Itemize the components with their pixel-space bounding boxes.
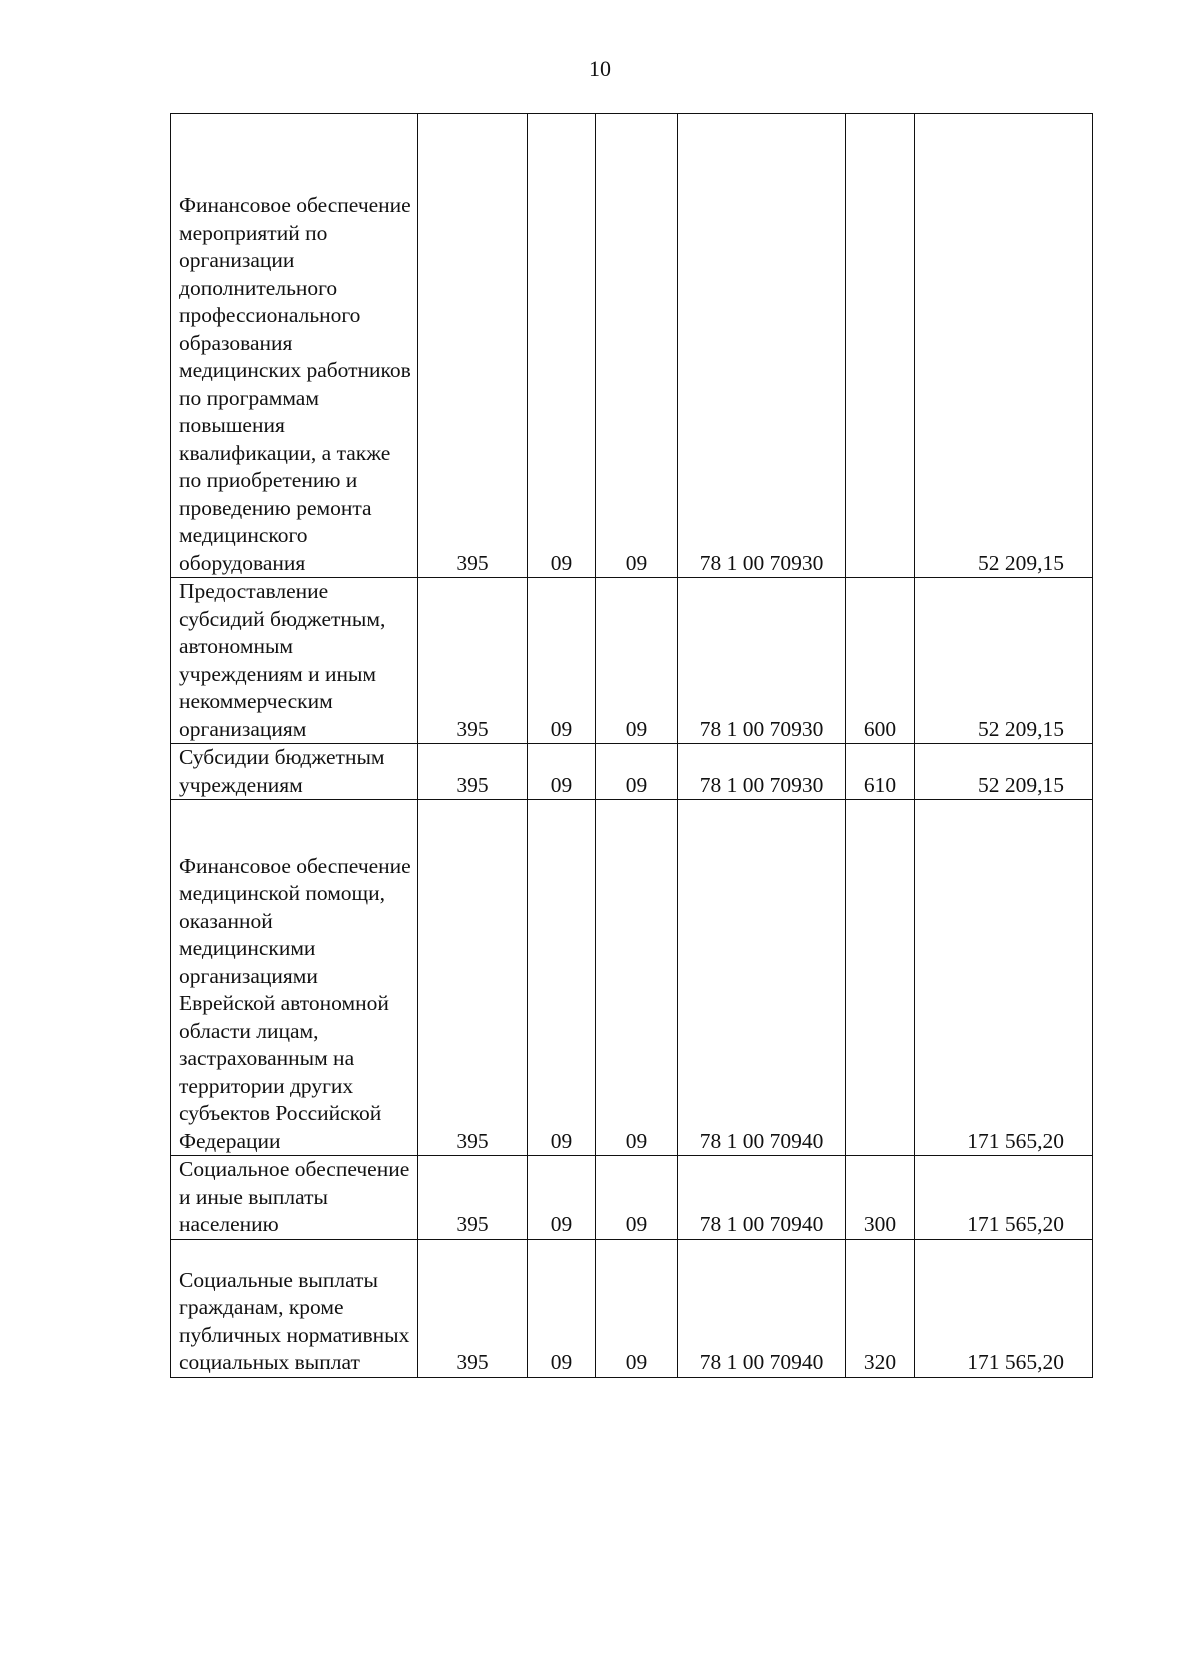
row-subsection-code: 09 xyxy=(596,578,678,744)
row-target-code: 78 1 00 70930 xyxy=(678,578,846,744)
row-ministry-code: 395 xyxy=(418,744,528,800)
table-row xyxy=(171,1156,1093,1240)
table-row xyxy=(171,114,1093,578)
row-subsection-code: 09 xyxy=(596,1156,678,1240)
row-target-code: 78 1 00 70930 xyxy=(678,114,846,578)
row-ministry-code: 395 xyxy=(418,578,528,744)
row-subsection-code: 09 xyxy=(596,744,678,800)
row-name: Финансовое обеспечение медицинской помощи, оказанной медицинскими организациями Еврейской автономной области лицам, застрахованным на территории других субъектов Российской Федерации xyxy=(171,800,418,1156)
row-name: Предоставление субсидий бюджетным, автономным учреждениям и иным некоммерческим организациям xyxy=(171,578,418,744)
row-subsection-code: 09 xyxy=(596,1239,678,1377)
row-ministry-code: 395 xyxy=(418,1156,528,1240)
row-section-code: 09 xyxy=(528,800,596,1156)
table-row xyxy=(171,800,1093,1156)
row-target-code: 78 1 00 70930 xyxy=(678,744,846,800)
row-name: Социальные выплаты гражданам, кроме публичных нормативных социальных выплат xyxy=(171,1239,418,1377)
row-target-code: 78 1 00 70940 xyxy=(678,1156,846,1240)
row-expense-type-code: 610 xyxy=(846,744,915,800)
row-amount: 52 209,15 xyxy=(915,114,1093,578)
page-number: 10 xyxy=(589,56,611,81)
row-ministry-code: 395 xyxy=(418,114,528,578)
row-subsection-code: 09 xyxy=(596,114,678,578)
row-expense-type-code: 600 xyxy=(846,578,915,744)
row-amount: 52 209,15 xyxy=(915,744,1093,800)
row-expense-type-code: 300 xyxy=(846,1156,915,1240)
row-ministry-code: 395 xyxy=(418,800,528,1156)
table-row xyxy=(171,578,1093,744)
row-amount: 171 565,20 xyxy=(915,1239,1093,1377)
row-section-code: 09 xyxy=(528,114,596,578)
row-expense-type-code xyxy=(846,800,915,1156)
row-expense-type-code: 320 xyxy=(846,1239,915,1377)
row-name: Финансовое обеспечение мероприятий по организации дополнительного профессионального образования медицинских работников по программам повышения квалификации, а также по приобретению и проведению ремонта медицинского оборудования xyxy=(171,114,418,578)
table-row xyxy=(171,744,1093,800)
row-ministry-code: 395 xyxy=(418,1239,528,1377)
row-section-code: 09 xyxy=(528,1156,596,1240)
row-expense-type-code xyxy=(846,114,915,578)
row-section-code: 09 xyxy=(528,1239,596,1377)
row-section-code: 09 xyxy=(528,578,596,744)
row-subsection-code: 09 xyxy=(596,800,678,1156)
row-amount: 171 565,20 xyxy=(915,800,1093,1156)
row-amount: 52 209,15 xyxy=(915,578,1093,744)
row-section-code: 09 xyxy=(528,744,596,800)
row-name: Субсидии бюджетным учреждениям xyxy=(171,744,418,800)
row-target-code: 78 1 00 70940 xyxy=(678,1239,846,1377)
row-name: Социальное обеспечение и иные выплаты населению xyxy=(171,1156,418,1240)
row-amount: 171 565,20 xyxy=(915,1156,1093,1240)
table-row xyxy=(171,1239,1093,1377)
budget-table xyxy=(170,113,1093,1378)
row-target-code: 78 1 00 70940 xyxy=(678,800,846,1156)
